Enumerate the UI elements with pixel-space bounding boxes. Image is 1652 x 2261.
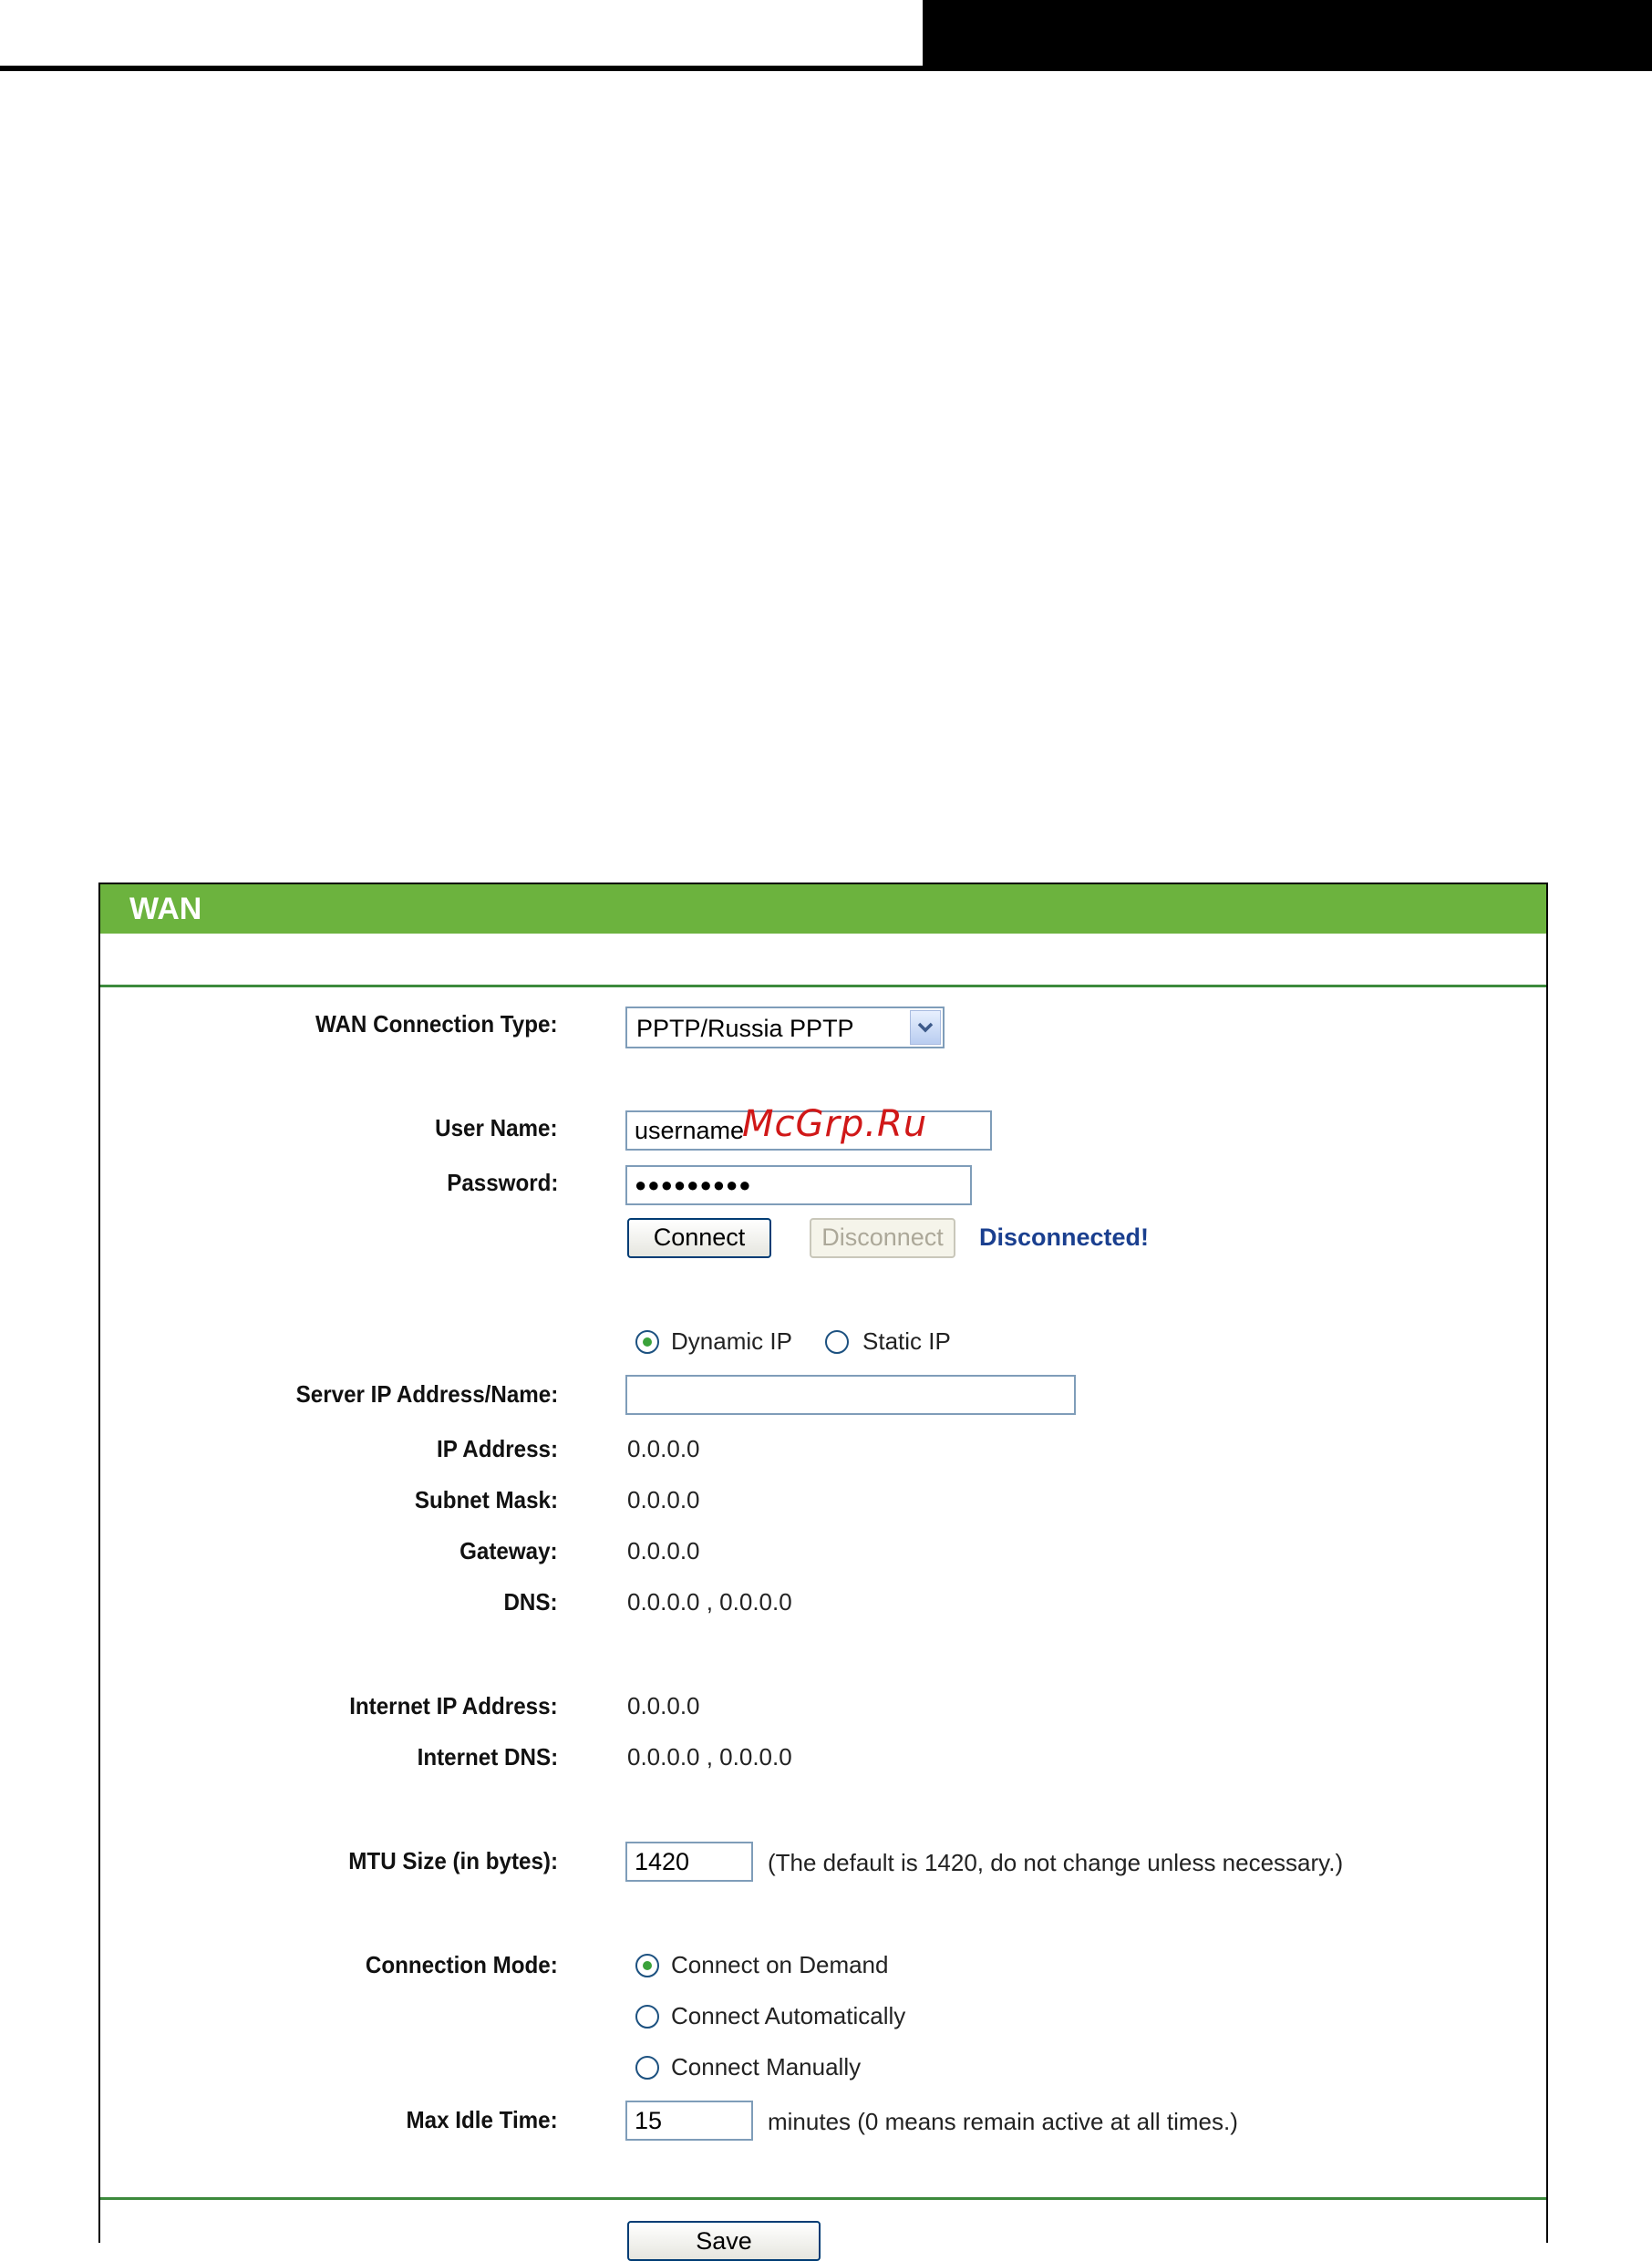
username-label: User Name:: [435, 1114, 558, 1141]
static-ip-radio[interactable]: [824, 1329, 850, 1355]
connection-type-value: PPTP/Russia PPTP: [636, 1015, 854, 1042]
max-idle-time-input[interactable]: [625, 2101, 753, 2141]
password-label: Password:: [446, 1169, 558, 1196]
panel-title: WAN: [100, 884, 1546, 934]
connect-manually-label: Connect Manually: [671, 2053, 862, 2080]
page-header-black-block: [923, 0, 1652, 71]
connect-button[interactable]: Connect: [627, 1218, 771, 1258]
max-idle-time-hint: minutes (0 means remain active at all times.): [768, 2108, 1238, 2135]
internet-ip-value: 0.0.0.0: [627, 1692, 700, 1719]
ip-address-label: IP Address:: [436, 1435, 558, 1462]
panel-divider-bottom: [100, 2197, 1546, 2200]
connection-status: Disconnected!: [979, 1223, 1150, 1251]
subnet-mask-label: Subnet Mask:: [414, 1486, 558, 1513]
password-input[interactable]: ●●●●●●●●●: [625, 1165, 972, 1205]
internet-dns-label: Internet DNS:: [417, 1743, 558, 1771]
connect-on-demand-label: Connect on Demand: [671, 1951, 889, 1978]
server-ip-input[interactable]: [625, 1375, 1076, 1415]
chevron-down-icon[interactable]: [910, 1010, 941, 1045]
connection-type-select[interactable]: [625, 1007, 945, 1048]
server-ip-label: Server IP Address/Name:: [295, 1380, 558, 1408]
panel-divider-top: [100, 985, 1546, 987]
mtu-hint: (The default is 1420, do not change unless necessary.): [768, 1849, 1344, 1876]
mtu-input[interactable]: [625, 1842, 753, 1882]
connect-automatically-label: Connect Automatically: [671, 2002, 906, 2029]
save-button[interactable]: Save: [627, 2221, 821, 2261]
dns-label: DNS:: [503, 1588, 558, 1616]
ip-address-value: 0.0.0.0: [627, 1435, 700, 1462]
dynamic-ip-label: Dynamic IP: [671, 1327, 792, 1355]
wan-panel: [98, 883, 1548, 2255]
connect-automatically-radio[interactable]: [635, 2004, 660, 2029]
connection-type-label: WAN Connection Type:: [315, 1010, 558, 1038]
gateway-value: 0.0.0.0: [627, 1537, 700, 1564]
connection-mode-label: Connection Mode:: [366, 1951, 558, 1978]
dynamic-ip-radio[interactable]: [635, 1329, 660, 1355]
internet-dns-value: 0.0.0.0 , 0.0.0.0: [627, 1743, 792, 1771]
watermark: McGrp.Ru: [742, 1103, 928, 1145]
connect-on-demand-radio[interactable]: [635, 1953, 660, 1978]
internet-ip-label: Internet IP Address:: [349, 1692, 558, 1719]
connect-manually-radio[interactable]: [635, 2055, 660, 2080]
disconnect-button[interactable]: Disconnect: [810, 1218, 955, 1258]
gateway-label: Gateway:: [459, 1537, 558, 1564]
dns-value: 0.0.0.0 , 0.0.0.0: [627, 1588, 792, 1616]
mtu-label: MTU Size (in bytes):: [348, 1847, 558, 1874]
page-header-rule: [0, 66, 1652, 71]
max-idle-time-label: Max Idle Time:: [406, 2106, 558, 2133]
subnet-mask-value: 0.0.0.0: [627, 1486, 700, 1513]
static-ip-label: Static IP: [862, 1327, 951, 1355]
